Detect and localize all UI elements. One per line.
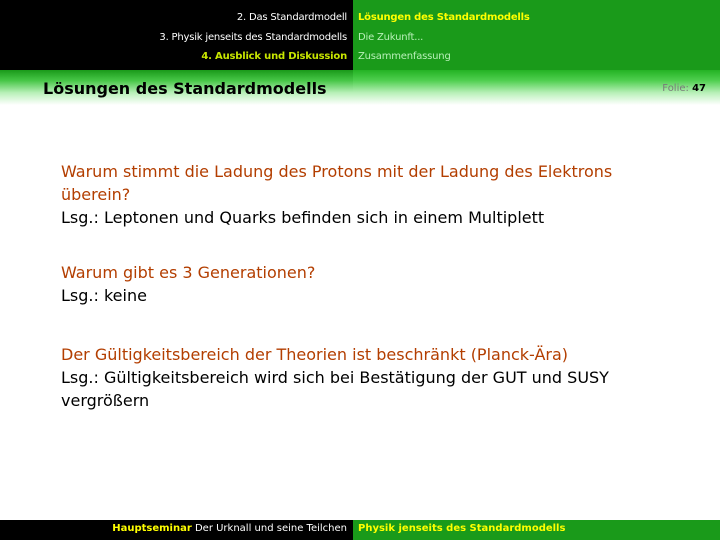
nav-subsection-zukunft[interactable]: Die Zukunft... [358, 32, 424, 43]
slide-number-value: 47 [692, 83, 706, 94]
subsection-nav [353, 0, 720, 70]
question-text: Der Gültigkeitsbereich der Theorien ist beschränkt (Planck-Ära) [61, 345, 569, 364]
nav-subsection-zusammenfassung[interactable]: Zusammenfassung [358, 51, 451, 62]
question-text: Warum gibt es 3 Generationen? [61, 263, 316, 282]
footer-section [353, 520, 720, 540]
footer [0, 520, 720, 540]
nav-section-ausblick[interactable]: 4. Ausblick und Diskussion [201, 51, 347, 62]
qa-block [61, 343, 661, 412]
footer-seminar-title: Der Urknall und seine Teilchen [194, 523, 347, 534]
nav-section-physik-jenseits[interactable]: 3. Physik jenseits des Standardmodells [159, 32, 347, 43]
answer-text: Lsg.: keine [61, 286, 147, 305]
header-navigation [0, 0, 720, 70]
qa-block [61, 160, 661, 229]
slide-number [662, 83, 706, 94]
slide-number-label: Folie: [662, 83, 689, 94]
answer-text: Lsg.: Gültigkeitsbereich wird sich bei Bestätigung der GUT und SUSY vergrößern [61, 368, 609, 410]
answer-text: Lsg.: Leptonen und Quarks befinden sich in einem Multiplett [61, 208, 545, 227]
footer-seminar-text [112, 523, 347, 534]
footer-seminar [0, 520, 353, 540]
section-nav [0, 0, 353, 70]
footer-section-title: Physik jenseits des Standardmodells [358, 523, 566, 534]
slide-title: Lösungen des Standardmodells [43, 79, 327, 98]
question-text: Warum stimmt die Ladung des Protons mit der Ladung des Elektrons überein? [61, 162, 613, 204]
qa-block [61, 261, 661, 307]
nav-section-standardmodell[interactable]: 2. Das Standardmodell [236, 12, 347, 23]
footer-seminar-label: Hauptseminar [112, 523, 192, 534]
nav-subsection-loesungen[interactable]: Lösungen des Standardmodells [358, 12, 530, 23]
